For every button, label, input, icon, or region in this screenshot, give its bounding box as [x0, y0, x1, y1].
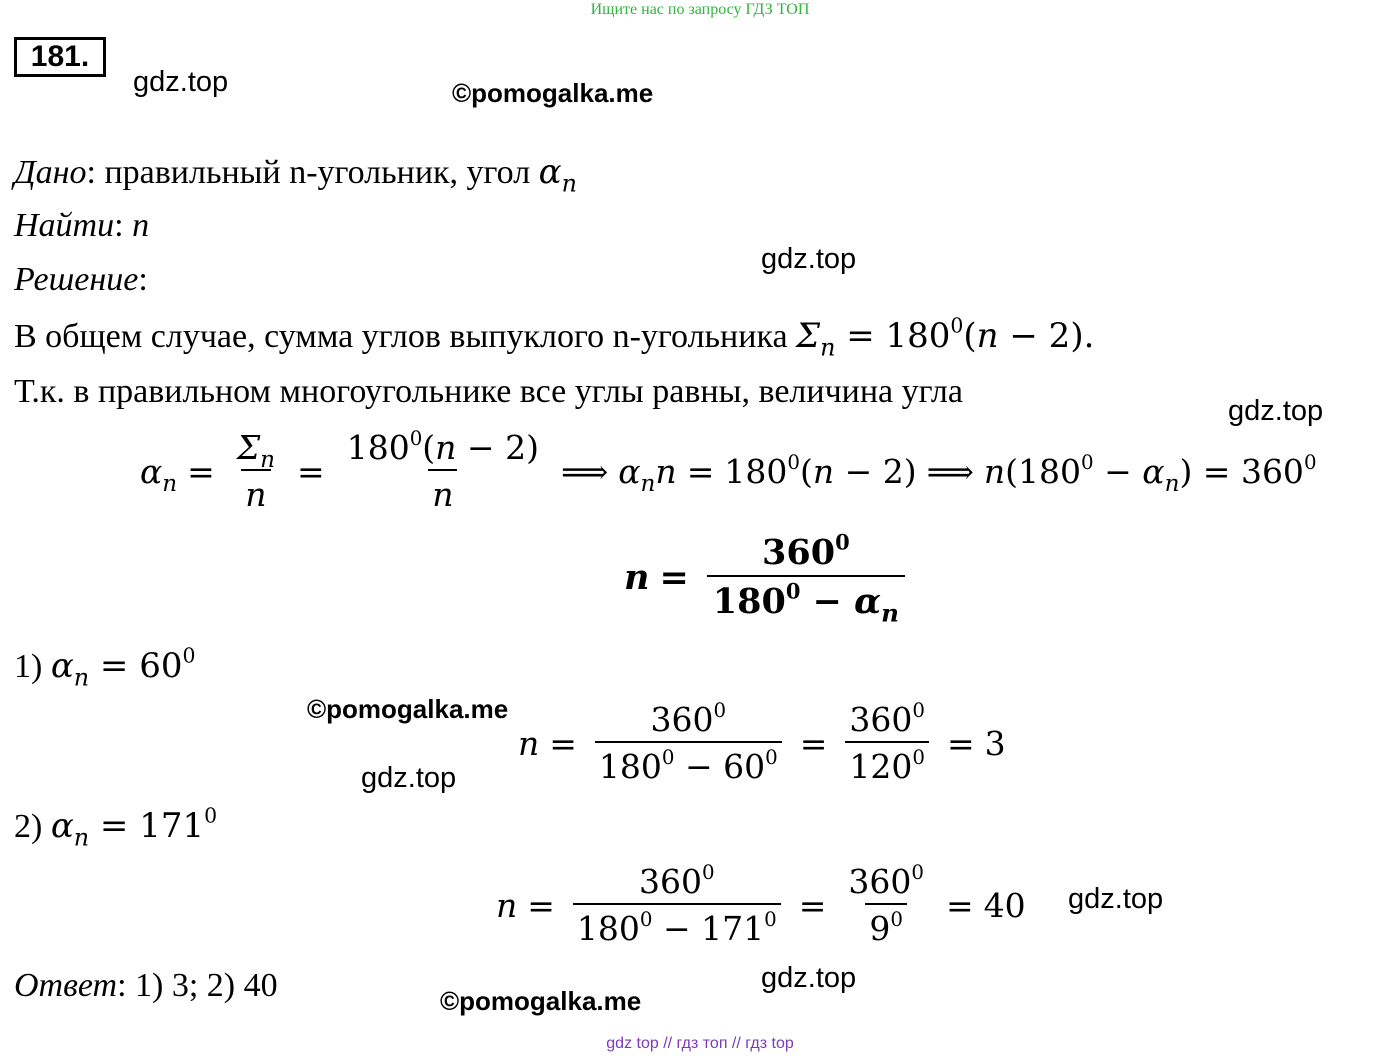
- given-line: [14, 152, 577, 198]
- sum-formula: $\Sigma_n = 180^0(n - 2)$.: [796, 313, 1095, 362]
- case1-result: 3: [984, 723, 1006, 763]
- case2-equation: n = $\frac{360^0}{180^0 - 171^0}$ = $\frac{360^0}{9^0}$ = 40: [496, 861, 1026, 948]
- regular-line: Т.к. в правильном многоугольнике все углы равны, величина угла: [14, 373, 963, 410]
- watermark-pomogalka-3: ©pomogalka.me: [440, 986, 642, 1016]
- solution-line: [14, 260, 148, 300]
- general-line: [14, 313, 1095, 362]
- general-text: В общем случае, сумма углов выпуклого n-угольника: [14, 318, 797, 355]
- task-number: 181.: [14, 37, 106, 77]
- given-text: : правильный n-угольник, угол: [86, 154, 539, 191]
- find-line: [14, 206, 149, 246]
- watermark-gdz-2: gdz.top: [761, 243, 857, 275]
- watermark-gdz-5: gdz.top: [1068, 883, 1164, 915]
- watermark-pomogalka-2: ©pomogalka.me: [307, 694, 509, 724]
- solution-text: :: [138, 261, 148, 298]
- case2-value: 171: [139, 806, 205, 846]
- watermark-gdz-3: gdz.top: [1228, 395, 1324, 427]
- top-banner: Ищите нас по запросу ГДЗ ТОП: [590, 1, 810, 18]
- case2-result: 40: [983, 885, 1026, 925]
- case2-line: 2) $\alpha_n = 171^0$: [14, 803, 218, 852]
- case1-line: 1) $\alpha_n = 60^0$: [14, 643, 196, 692]
- watermark-gdz-4: gdz.top: [361, 762, 457, 794]
- n-formula: n = $\frac{360^0}{180^0 - \alpha_n}$: [624, 532, 913, 622]
- watermark-pomogalka-1: ©pomogalka.me: [452, 78, 654, 108]
- given-label: Дано: [14, 154, 87, 191]
- alpha-n: $\alpha_n$: [538, 152, 577, 198]
- case1-equation: n = $\frac{360^0}{180^0 - 60^0}$ = $\frac{360^0}{120^0}$ = 3: [518, 699, 1006, 786]
- watermark-gdz-1: gdz.top: [133, 66, 229, 98]
- derivation-equation: $\alpha_n$ = $\frac{\Sigma_n}{n}$ = $\frac{180^0(n - 2)}{n}$ ⟹ $\alpha_nn$ = $180^0(n - 2)$ ⟹ n $(180^0 - \alpha_n) = 360^0$: [140, 427, 1317, 514]
- solution-label: Решение: [14, 261, 139, 298]
- footer-links[interactable]: gdz top // гдз топ // гдз top: [606, 1035, 794, 1052]
- answer-line: [14, 966, 278, 1006]
- find-text: :: [114, 207, 133, 244]
- case2-label: 2): [14, 808, 51, 845]
- answer-text: : 1) 3; 2) 40: [117, 967, 278, 1004]
- answer-label: Ответ: [14, 967, 118, 1004]
- case1-value: 60: [139, 646, 183, 686]
- case1-label: 1): [14, 648, 51, 685]
- watermark-gdz-6: gdz.top: [761, 962, 857, 994]
- find-var: n: [132, 207, 150, 244]
- find-label: Найти: [14, 207, 115, 244]
